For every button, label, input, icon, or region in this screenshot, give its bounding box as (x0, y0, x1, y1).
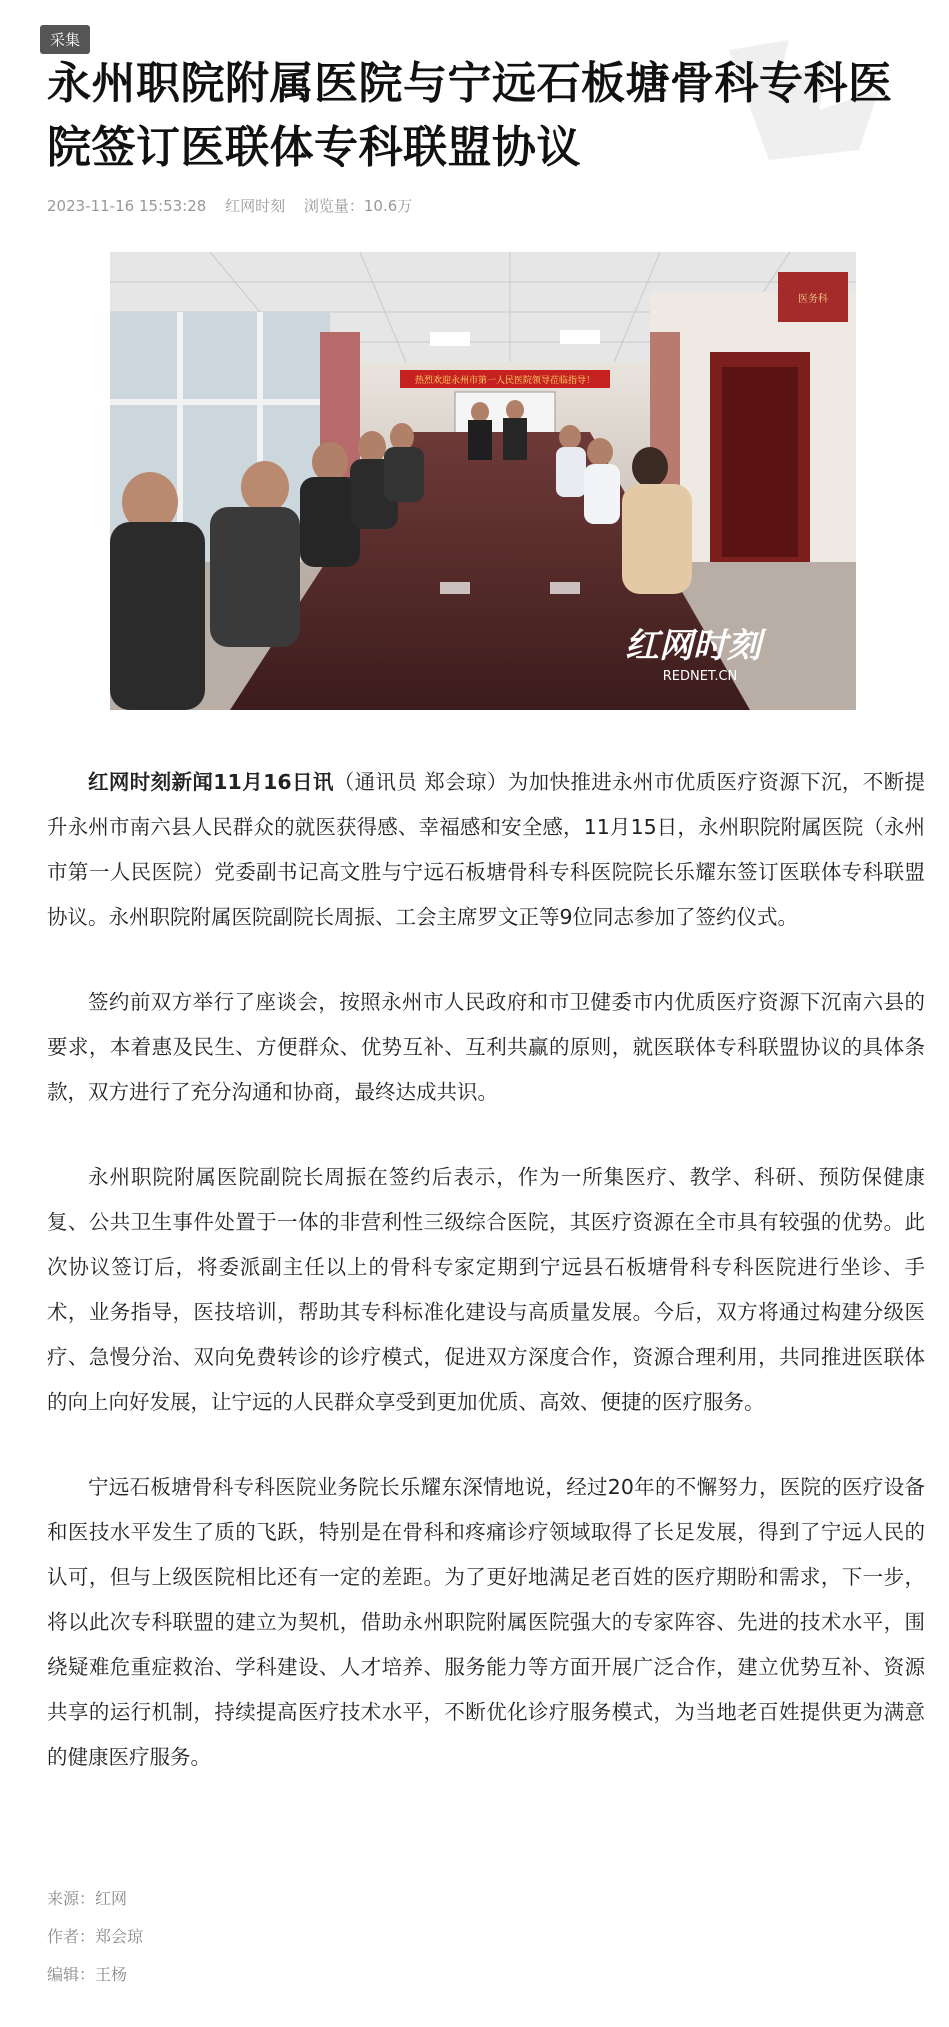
article-footer (47, 1880, 143, 1994)
photo-logo-sub: REDNET.CN (662, 669, 738, 684)
plaque-text: 医务科 (798, 294, 828, 305)
category-tag: 采集 (40, 25, 90, 54)
article-body (47, 760, 925, 1820)
view-count: 浏览量：10.6万 (303, 197, 413, 215)
dateline: 红网时刻新闻11月16日讯 (88, 770, 334, 794)
article-meta (47, 195, 426, 216)
footer-author: 作者：郑会琼 (47, 1927, 144, 1946)
article-title: 永州职院附属医院与宁远石板塘骨科专科医院签订医联体专科联盟协议 (47, 58, 893, 173)
paragraph-3: 永州职院附属医院副院长周振在签约后表示，作为一所集医疗、教学、科研、预防保健康复、公共卫生事件处置于一体的非营利性三级综合医院，其医疗资源在全市具有较强的优势。此次协议签订后，将委派副主任以上的骨科专家定期到宁远县石板塘骨科专科医院进行坐诊、手术，业务指导，医技培训，帮助其专科标准化建设与高质量发展。今后，双方将通过构建分级医疗、急慢分治、双向免费转诊的诊疗模式，促进双方深度合作，资源合理利用，共同推进医联体的向上向好发展，让宁远的人民群众享受到更加优质、高效、便捷的医疗服务。 (47, 1165, 925, 1414)
paragraph-2: 签约前双方举行了座谈会，按照永州市人民政府和市卫健委市内优质医疗资源下沉南六县的要求，本着惠及民生、方便群众、优势互补、互利共赢的原则，就医联体专科联盟协议的具体条款，双方进行了充分沟通和协商，最终达成共识。 (47, 990, 925, 1104)
article-photo (110, 252, 856, 710)
footer-source: 来源：红网 (47, 1889, 128, 1908)
photo-logo: 红网时刻 (625, 626, 761, 666)
banner-text: 热烈欢迎永州市第一人民医院领导莅临指导！ (414, 376, 596, 386)
publish-datetime: 2023-11-16 15:53:28 (47, 197, 207, 215)
paragraph-1 (47, 760, 925, 940)
source-link[interactable]: 红网时刻 (225, 197, 286, 215)
footer-editor: 编辑：王杨 (47, 1965, 128, 1984)
paragraph-1-text: （通讯员 郑会琼）为加快推进永州市优质医疗资源下沉，不断提升永州市南六县人民群众的就医获得感、幸福感和安全感，11月15日，永州职院附属医院（永州市第一人民医院）党委副书记高文胜与宁远石板塘骨科专科医院院长乐耀东签订医联体专科联盟协议。永州职院附属医院副院长周振、工会主席罗文正等9位同志参加了签约仪式。 (47, 770, 925, 929)
paragraph-4: 宁远石板塘骨科专科医院业务院长乐耀东深情地说，经过20年的不懈努力，医院的医疗设备和医技水平发生了质的飞跃，特别是在骨科和疼痛诊疗领域取得了长足发展，得到了宁远人民的认可，但与上级医院相比还有一定的差距。为了更好地满足老百姓的医疗期盼和需求，下一步，将以此次专科联盟的建立为契机，借助永州职院附属医院强大的专家阵容、先进的技术水平，围绕疑难危重症救治、学科建设、人才培养、服务能力等方面开展广泛合作，建立优势互补、资源共享的运行机制，持续提高医疗技术水平，不断优化诊疗服务模式，为当地老百姓提供更为满意的健康医疗服务。 (47, 1475, 925, 1769)
